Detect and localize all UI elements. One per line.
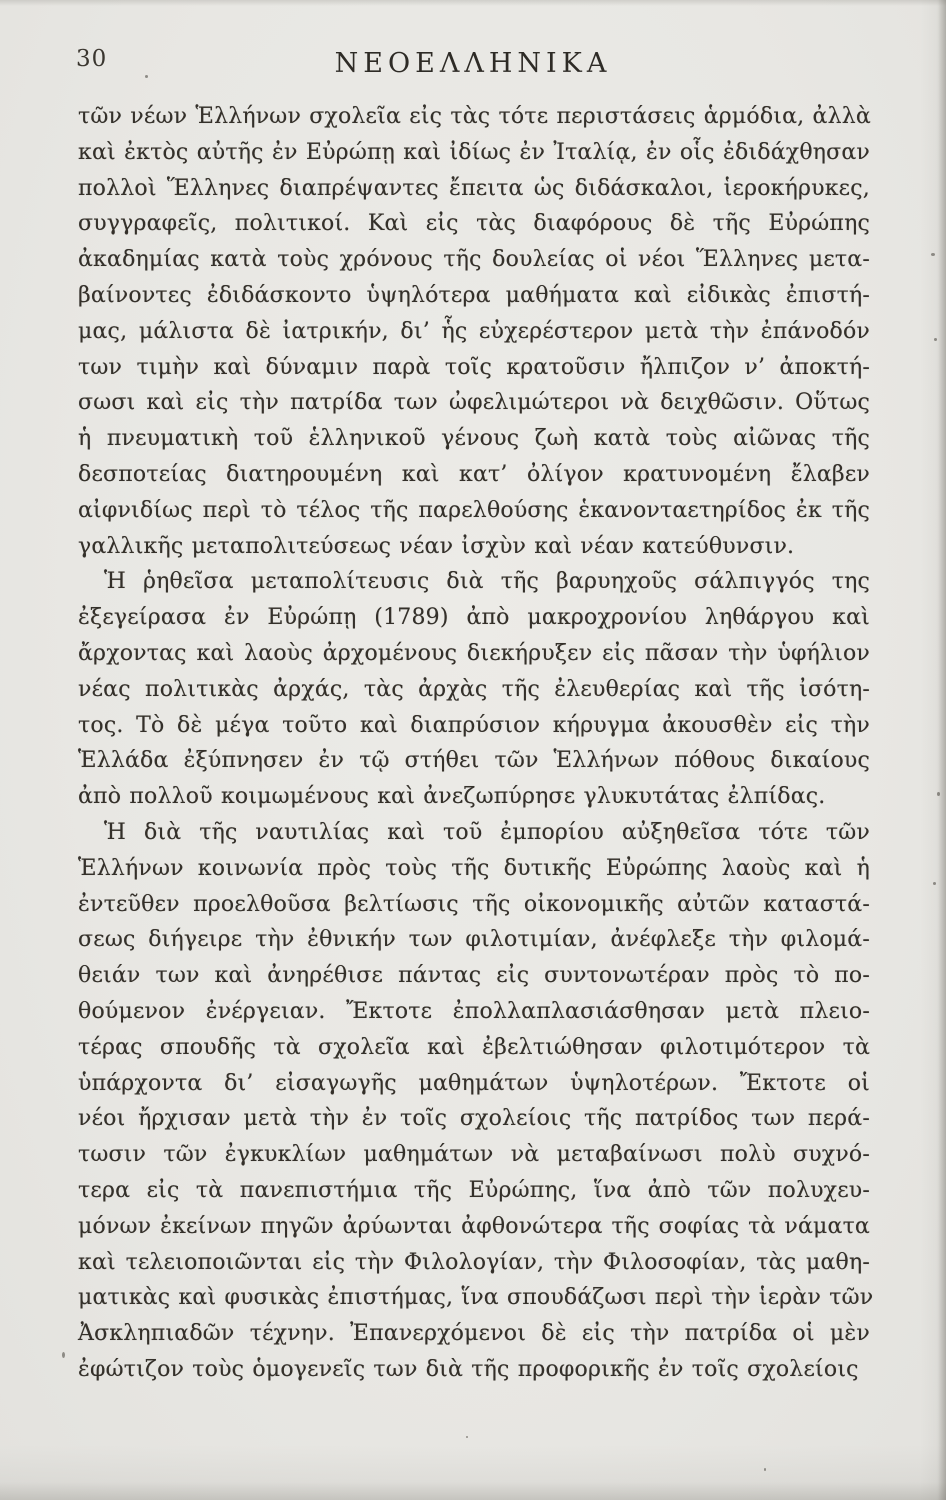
text-line: τέρας σπουδῆς τὰ σχολεῖα καὶ ἐβελτιώθησαν φιλοτιμότερον τὰ — [78, 1034, 870, 1060]
text-line: τῶν νέων Ἑλλήνων σχολεῖα εἰς τὰς τότε περιστάσεις ἁρμόδια, ἀλλὰ — [78, 104, 871, 129]
text-line: Ἑλλήνων κοινωνία πρὸς τοὺς τῆς δυτικῆς Εὐρώπης λαοὺς καὶ ἡ — [78, 855, 870, 881]
text-line: Ἑλλάδα ἐξύπνησεν ἐν τῷ στήθει τῶν Ἑλλήνων πόθους δικαίους — [78, 748, 870, 774]
paper-speck — [466, 1436, 468, 1438]
text-line: θειάν των καὶ ἀνηρέθισε πάντας εἰς συντονωτέραν πρὸς τὸ πο- — [78, 963, 870, 989]
page-body — [78, 99, 874, 1388]
text-line: ὑπάρχοντα δι’ εἰσαγωγῆς μαθημάτων ὑψηλοτέρων. Ἔκτοτε οἱ — [78, 1070, 870, 1096]
text-line: πολλοὶ Ἕλληνες διαπρέψαντες ἔπειτα ὡς διδάσκαλοι, ἱεροκήρυκες, — [78, 175, 870, 201]
text-line: καὶ τελειοποιῶνται εἰς τὴν Φιλολογίαν, τὴν Φιλοσοφίαν, τὰς μαθη- — [78, 1249, 870, 1275]
text-line: ἡ πνευματικὴ τοῦ ἑλληνικοῦ γένους ζωὴ κατὰ τοὺς αἰῶνας τῆς — [78, 426, 870, 452]
text-line: αἰφνιδίως περὶ τὸ τέλος τῆς παρελθούσης ἑκανονταετηρίδος ἐκ τῆς — [78, 497, 870, 523]
text-line: δεσποτείας διατηρουμένη καὶ κατ’ ὀλίγον κρατυνομένη ἔλαβεν — [78, 461, 870, 487]
text-line: συγγραφεῖς, πολιτικοί. Καὶ εἰς τὰς διαφόρους δὲ τῆς Εὐρώπης — [78, 211, 870, 237]
paper-speck — [933, 882, 936, 885]
text-line: ἄρχοντας καὶ λαοὺς ἀρχομένους διεκήρυξεν εἰς πᾶσαν τὴν ὑφήλιον — [78, 640, 870, 666]
text-line: τωσιν τῶν ἐγκυκλίων μαθημάτων νὰ μεταβαίνωσι πολὺ συχνό- — [78, 1142, 870, 1168]
paper-speck — [934, 338, 937, 341]
text-line: Ἡ διὰ τῆς ναυτιλίας καὶ τοῦ ἐμπορίου αὐξηθεῖσα τότε τῶν — [104, 819, 870, 845]
text-line: Ἡ ῥηθεῖσα μεταπολίτευσις διὰ τῆς βαρυηχοῦς σάλπιγγός της — [104, 569, 870, 595]
text-line: ἐντεῦθεν προελθοῦσα βελτίωσις τῆς οἰκονομικῆς αὐτῶν καταστά- — [78, 891, 870, 917]
page-edge-shadow — [938, 0, 946, 1500]
paper-speck — [764, 1468, 766, 1471]
text-line: ἐφώτιζον τοὺς ὁμογενεῖς των διὰ τῆς προφορικῆς ἐν τοῖς σχολείοις — [78, 1356, 859, 1382]
text-line: σωσι καὶ εἰς τὴν πατρίδα των ὠφελιμώτεροι νὰ δειχθῶσιν. Οὕτως — [78, 390, 870, 416]
paper-speck — [937, 792, 940, 796]
text-line: Ἀσκληπιαδῶν τέχνην. Ἐπανερχόμενοι δὲ εἰς τὴν πατρίδα οἱ μὲν — [78, 1321, 870, 1347]
text-line: τος. Τὸ δὲ μέγα τοῦτο καὶ διαπρύσιον κήρυγμα ἀκουσθὲν εἰς τὴν — [78, 712, 870, 738]
text-line: νέας πολιτικὰς ἀρχάς, τὰς ἀρχὰς τῆς ἐλευθερίας καὶ τῆς ἰσότη- — [78, 676, 870, 702]
page-title: ΝΕΟΕΛΛΗΝΙΚΑ — [334, 48, 612, 79]
text-line: νέοι ἤρχισαν μετὰ τὴν ἐν τοῖς σχολείοις τῆς πατρίδος των περά- — [78, 1106, 870, 1132]
text-line: γαλλικῆς μεταπολιτεύσεως νέαν ἰσχὺν καὶ νέαν κατεύθυνσιν. — [78, 533, 795, 559]
paper-speck — [62, 1352, 65, 1358]
text-line: των τιμὴν καὶ δύναμιν παρὰ τοῖς κρατοῦσιν ἤλπιζον ν’ ἀποκτή- — [78, 354, 870, 380]
text-line: σεως διήγειρε τὴν ἐθνικήν των φιλοτιμίαν, ἀνέφλεξε τὴν φιλομά- — [78, 927, 870, 953]
text-line: ματικὰς καὶ φυσικὰς ἐπιστήμας, ἵνα σπουδάζωσι περὶ τὴν ἱερὰν τῶν — [78, 1285, 874, 1311]
page-number: 30 — [76, 46, 108, 72]
text-line: ἐξεγείρασα ἐν Εὐρώπῃ (1789) ἀπὸ μακροχρονίου ληθάργου καὶ — [78, 605, 870, 631]
paper-speck — [145, 75, 148, 78]
text-line: καὶ ἐκτὸς αὐτῆς ἐν Εὐρώπῃ καὶ ἰδίως ἐν Ἰταλίᾳ, ἐν οἷς ἐδιδάχθησαν — [78, 139, 870, 165]
text-line: μας, μάλιστα δὲ ἰατρικήν, δι’ ἧς εὐχερέστερον μετὰ τὴν ἐπάνοδόν — [78, 318, 870, 344]
text-line: ἀπὸ πολλοῦ κοιμωμένους καὶ ἀνεζωπύρησε γλυκυτάτας ἐλπίδας. — [78, 784, 826, 810]
text-line: μόνων ἐκείνων πηγῶν ἀρύωνται ἀφθονώτερα τῆς σοφίας τὰ νάματα — [78, 1213, 870, 1239]
text-line: ἀκαδημίας κατὰ τοὺς χρόνους τῆς δουλείας οἱ νέοι Ἕλληνες μετα- — [78, 247, 870, 273]
text-line: θούμενον ἐνέργειαν. Ἔκτοτε ἐπολλαπλασιάσθησαν μετὰ πλειο- — [78, 998, 870, 1024]
paper-speck — [931, 253, 935, 256]
text-line: βαίνοντες ἐδιδάσκοντο ὑψηλότερα μαθήματα καὶ εἰδικὰς ἐπιστή- — [78, 282, 870, 308]
text-line: τερα εἰς τὰ πανεπιστήμια τῆς Εὐρώπης, ἵνα ἀπὸ τῶν πολυχευ- — [78, 1177, 870, 1203]
